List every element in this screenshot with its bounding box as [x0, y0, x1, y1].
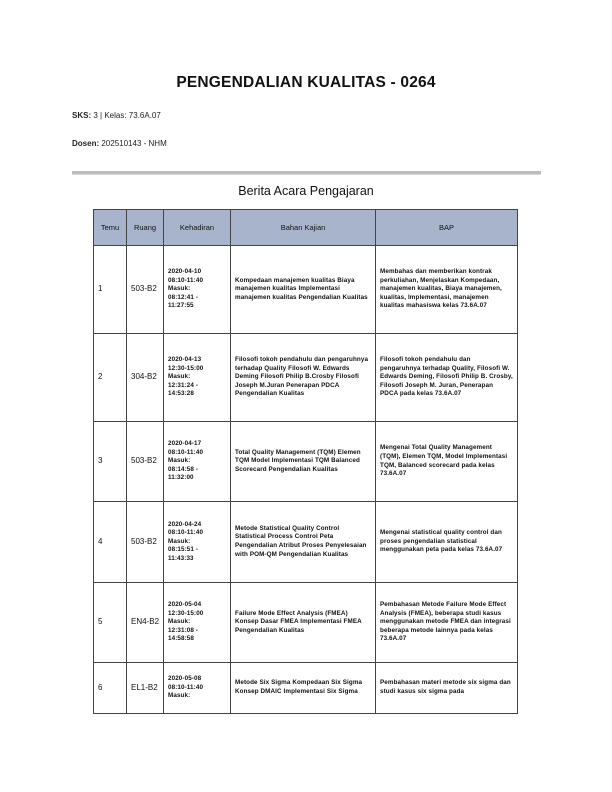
- cell-kehadiran-text: 2020-05-08 08:10-11:40 Masuk:: [168, 675, 204, 700]
- cell-kehadiran-text: 2020-05-04 12:30-15:00 Masuk: 12:31:08 - 14:58:58: [168, 601, 204, 643]
- cell-kehadiran: [164, 583, 231, 663]
- cell-kehadiran-text: 2020-04-17 08:10-11:40 Masuk: 08:14:58 - 11:32:00: [168, 440, 204, 482]
- table-row: [94, 583, 518, 663]
- cell-kehadiran: [164, 246, 231, 334]
- sks-label: SKS:: [72, 111, 92, 120]
- header-bap: BAP: [376, 210, 518, 246]
- table-row: [94, 246, 518, 334]
- cell-ruang: 503-B2: [127, 502, 164, 583]
- cell-bap: Pembahasan materi metode six sigma dan studi kasus six sigma pada: [376, 663, 518, 714]
- table-row: [94, 663, 518, 714]
- table-row: [94, 502, 518, 583]
- table-header-row: [94, 210, 518, 246]
- section-divider: [72, 171, 541, 175]
- cell-bahan-kajian: Kompedaan manajemen kualitas Biaya manajemen kualitas Implementasi manajemen kualitas Pengendalian Kualitas: [231, 246, 376, 334]
- cell-temu: 3: [94, 422, 127, 502]
- cell-ruang: 304-B2: [127, 334, 164, 422]
- cell-kehadiran-text: 2020-04-10 08:10-11:40 Masuk: 08:12:41 - 11:27:55: [168, 268, 204, 310]
- lecturer-line: [72, 139, 167, 148]
- cell-kehadiran: [164, 663, 231, 714]
- cell-bap: Mengenai Total Quality Management (TQM), Elemen TQM, Model Implementasi TQM, Balanced scorecard pada kelas 73.6A.07: [376, 422, 518, 502]
- lecturer-label: Dosen:: [72, 139, 100, 148]
- cell-ruang: 503-B2: [127, 246, 164, 334]
- teaching-record-table: [93, 209, 518, 714]
- cell-temu: 1: [94, 246, 127, 334]
- header-bahan-kajian: Bahan Kajian: [231, 210, 376, 246]
- sks-class-value: 3 | Kelas: 73.6A.07: [93, 111, 161, 120]
- cell-kehadiran: [164, 502, 231, 583]
- cell-kehadiran: [164, 334, 231, 422]
- section-title: Berita Acara Pengajaran: [238, 184, 374, 198]
- cell-ruang: EN4-B2: [127, 583, 164, 663]
- cell-bahan-kajian: Metode Statistical Quality Control Statistical Process Control Peta Pengendalian Atribut Proses Penyelesaian with POM-QM Pengendalian Kualitas: [231, 502, 376, 583]
- cell-bahan-kajian: Filosofi tokoh pendahulu dan pengaruhnya terhadap Quality Filosofi W. Edwards Deming Filosofi Philip B.Crosby Filosofi Joseph M.Juran Penerapan PDCA Pengendalian Kualitas: [231, 334, 376, 422]
- header-temu: Temu: [94, 210, 127, 246]
- cell-bap: Mengenai statistical quality control dan proses pengendalian statistical menggunakan peta pada kelas 73.6A.07: [376, 502, 518, 583]
- header-ruang: Ruang: [127, 210, 164, 246]
- cell-bahan-kajian: Failure Mode Effect Analysis (FMEA) Konsep Dasar FMEA Implementasi FMEA Pengendalian Kualitas: [231, 583, 376, 663]
- sks-class-line: [72, 111, 161, 120]
- cell-temu: 5: [94, 583, 127, 663]
- cell-temu: 6: [94, 663, 127, 714]
- header-kehadiran: Kehadiran: [164, 210, 231, 246]
- cell-bap: Pembahasan Metode Failure Mode Effect Analysis (FMEA), beberapa studi kasus menggunakan metode FMEA dan integrasi beberapa metode lainnya pada kelas 73.6A.07: [376, 583, 518, 663]
- cell-bap: Filosofi tokoh pendahulu dan pengaruhnya terhadap Quality, Filosofi W. Edwards Deming, Filosofi Philip B. Crosby, Filosofi Joseph M. Juran, Penerapan PDCA pada kelas 73.6A.07: [376, 334, 518, 422]
- cell-bap: Membahas dan memberikan kontrak perkuliahan, Menjelaskan Kompedaan, manajemen kualitas, Biaya manajemen, kualitas, Implementasi, manajemen kualitas mahasiswa kelas 73.6A.07: [376, 246, 518, 334]
- table-row: [94, 334, 518, 422]
- cell-bahan-kajian: Metode Six Sigma Kompedaan Six Sigma Konsep DMAIC Implementasi Six Sigma: [231, 663, 376, 714]
- cell-bahan-kajian: Total Quality Management (TQM) Elemen TQM Model Implementasi TQM Balanced Scorecard Pengendalian Kualitas: [231, 422, 376, 502]
- table-row: [94, 422, 518, 502]
- page-title: PENGENDALIAN KUALITAS - 0264: [176, 74, 436, 91]
- lecturer-value: 202510143 - NHM: [101, 139, 167, 148]
- cell-kehadiran: [164, 422, 231, 502]
- cell-temu: 2: [94, 334, 127, 422]
- cell-kehadiran-text: 2020-04-24 08:10-11:40 Masuk: 08:15:51 - 11:43:33: [168, 520, 204, 562]
- cell-ruang: 503-B2: [127, 422, 164, 502]
- cell-temu: 4: [94, 502, 127, 583]
- cell-ruang: EL1-B2: [127, 663, 164, 714]
- cell-kehadiran-text: 2020-04-13 12:30-15:00 Masuk: 12:31:24 - 14:53:28: [168, 356, 204, 398]
